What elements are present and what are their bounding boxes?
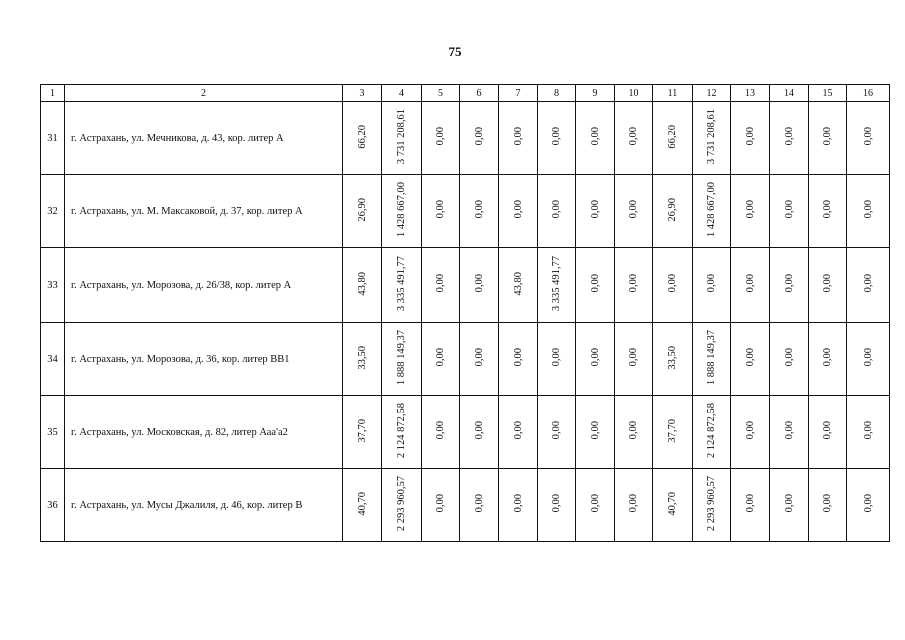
table-row [41,469,890,542]
value-cell [382,248,422,323]
value-text: 0,00 [744,127,756,146]
value-text: 0,00 [551,348,562,367]
value-text: 0,00 [822,200,833,219]
value-text: 0,00 [822,421,833,440]
value-text: 0,00 [783,348,795,367]
value-cell [731,248,770,323]
value-cell [499,469,538,542]
value-text: 0,00 [435,494,446,513]
value-cell [422,469,460,542]
row-number: 32 [41,175,65,248]
value-text: 0,00 [512,200,524,219]
column-header: 6 [460,85,499,102]
header-row [41,85,890,102]
value-text: 0,00 [435,200,446,219]
table-row [41,248,890,323]
value-cell [693,323,731,396]
value-text: 0,00 [744,348,756,367]
column-header: 9 [576,85,615,102]
value-cell [809,175,847,248]
value-cell [847,469,890,542]
value-text: 0,00 [473,200,485,219]
value-cell [499,102,538,175]
value-text: 0,00 [551,421,562,440]
address-cell: г. Астрахань, ул. Мусы Джалиля, д. 46, кор. литер В [65,469,343,542]
value-text: 0,00 [551,200,562,219]
value-cell [847,102,890,175]
value-cell [538,323,576,396]
value-cell [770,396,809,469]
value-cell [847,175,890,248]
value-cell [770,102,809,175]
value-text: 0,00 [744,274,756,293]
value-text: 1 888 149,37 [396,329,407,386]
value-text: 0,00 [589,127,601,146]
column-header: 12 [693,85,731,102]
value-text: 0,00 [589,494,601,513]
value-text: 1 428 667,00 [706,181,717,238]
address-cell: г. Астрахань, ул. Морозова, д. 26/38, кор. литер А [65,248,343,323]
value-text: 0,00 [822,494,833,513]
value-cell [343,396,382,469]
value-text: 2 124 872,58 [706,402,717,459]
value-text: 0,00 [473,421,485,440]
value-text: 0,00 [589,421,601,440]
address-cell: г. Астрахань, ул. М. Максаковой, д. 37, кор. литер А [65,175,343,248]
value-text: 40,70 [667,491,678,516]
value-cell [615,175,653,248]
value-cell [653,396,693,469]
value-cell [809,396,847,469]
value-cell [615,323,653,396]
value-cell [615,248,653,323]
value-text: 0,00 [435,421,446,440]
value-text: 0,00 [551,494,562,513]
value-text: 0,00 [862,494,874,513]
value-cell [576,396,615,469]
value-cell [460,396,499,469]
value-text: 0,00 [783,421,795,440]
value-text: 0,00 [862,421,874,440]
value-text: 33,50 [667,345,678,370]
value-cell [576,248,615,323]
value-cell [576,102,615,175]
value-cell [538,396,576,469]
value-cell [343,248,382,323]
value-cell [460,248,499,323]
value-cell [422,323,460,396]
value-text: 3 731 208,61 [706,108,717,165]
value-text: 0,00 [862,274,874,293]
value-cell [693,248,731,323]
value-text: 0,00 [473,494,485,513]
value-cell [770,323,809,396]
column-header: 5 [422,85,460,102]
column-header: 2 [65,85,343,102]
value-cell [499,248,538,323]
row-number: 31 [41,102,65,175]
value-cell [538,469,576,542]
value-cell [693,396,731,469]
value-text: 0,00 [473,274,485,293]
value-text: 0,00 [783,127,795,146]
value-text: 0,00 [589,200,601,219]
value-text: 0,00 [473,348,485,367]
value-cell [693,469,731,542]
value-cell [343,102,382,175]
value-text: 0,00 [822,274,833,293]
value-text: 26,90 [356,197,368,222]
value-cell [615,469,653,542]
page-number: 75 [448,44,462,59]
value-cell [731,396,770,469]
value-cell [382,102,422,175]
value-text: 0,00 [822,348,833,367]
value-text: 0,00 [862,200,874,219]
value-cell [460,175,499,248]
value-cell [538,102,576,175]
value-text: 0,00 [628,200,639,219]
value-text: 26,90 [667,197,678,222]
value-text: 66,20 [356,124,368,149]
column-header: 8 [538,85,576,102]
column-header: 4 [382,85,422,102]
value-cell [847,396,890,469]
value-cell [847,323,890,396]
value-cell [382,323,422,396]
value-cell [343,175,382,248]
value-text: 0,00 [628,127,639,146]
value-text: 2 293 960,57 [396,475,407,532]
value-cell [770,469,809,542]
value-text: 0,00 [628,274,639,293]
value-cell [847,248,890,323]
value-cell [731,469,770,542]
value-text: 0,00 [628,421,639,440]
value-cell [731,175,770,248]
value-text: 0,00 [512,127,524,146]
value-text: 0,00 [783,200,795,219]
value-cell [382,396,422,469]
value-cell [382,469,422,542]
value-cell [809,102,847,175]
value-text: 0,00 [473,127,485,146]
value-text: 0,00 [628,348,639,367]
row-number: 33 [41,248,65,323]
value-cell [460,102,499,175]
value-text: 0,00 [435,274,446,293]
value-text: 0,00 [512,494,524,513]
value-cell [499,175,538,248]
value-cell [382,175,422,248]
value-cell [653,102,693,175]
value-text: 0,00 [435,348,446,367]
value-text: 3 335 491,77 [396,255,407,312]
value-cell [343,469,382,542]
value-cell [693,175,731,248]
column-header: 7 [499,85,538,102]
value-text: 2 293 960,57 [706,475,717,532]
value-cell [615,102,653,175]
value-cell [653,175,693,248]
column-header: 1 [41,85,65,102]
value-text: 0,00 [744,200,756,219]
column-header: 15 [809,85,847,102]
value-text: 2 124 872,58 [396,402,407,459]
address-cell: г. Астрахань, ул. Московская, д. 82, литер Ааа'а2 [65,396,343,469]
value-cell [770,175,809,248]
row-number: 34 [41,323,65,396]
value-text: 0,00 [589,274,601,293]
value-cell [499,323,538,396]
column-header: 11 [653,85,693,102]
table-row [41,175,890,248]
value-text: 1 428 667,00 [396,181,407,238]
column-header: 10 [615,85,653,102]
table-row [41,323,890,396]
value-text: 33,50 [356,345,368,370]
value-cell [422,248,460,323]
value-text: 0,00 [783,274,795,293]
value-cell [809,469,847,542]
value-cell [809,323,847,396]
column-header: 16 [847,85,890,102]
value-cell [653,248,693,323]
row-number: 35 [41,396,65,469]
value-cell [731,323,770,396]
value-cell [460,469,499,542]
value-cell [538,175,576,248]
value-text: 0,00 [551,127,562,146]
value-text: 66,20 [667,124,678,149]
value-cell [422,175,460,248]
value-cell [653,323,693,396]
column-header: 14 [770,85,809,102]
value-cell [499,396,538,469]
value-cell [693,102,731,175]
value-cell [422,396,460,469]
value-cell [615,396,653,469]
value-cell [460,323,499,396]
table-row [41,102,890,175]
value-cell [653,469,693,542]
value-cell [576,175,615,248]
value-text: 0,00 [589,348,601,367]
column-header: 3 [343,85,382,102]
row-number: 36 [41,469,65,542]
column-header: 13 [731,85,770,102]
value-text: 0,00 [706,274,717,293]
value-text: 0,00 [435,127,446,146]
data-table [40,84,890,542]
value-cell [731,102,770,175]
value-text: 0,00 [783,494,795,513]
table-body [41,102,890,542]
value-text: 43,80 [512,271,524,296]
value-text: 0,00 [628,494,639,513]
value-text: 0,00 [512,348,524,367]
value-text: 0,00 [512,421,524,440]
value-text: 3 731 208,61 [396,108,407,165]
value-text: 37,70 [356,418,368,443]
value-cell [422,102,460,175]
value-text: 0,00 [862,127,874,146]
value-text: 37,70 [667,418,678,443]
value-text: 0,00 [822,127,833,146]
value-cell [343,323,382,396]
value-cell [576,323,615,396]
value-text: 1 888 149,37 [706,329,717,386]
value-cell [770,248,809,323]
table-row [41,396,890,469]
value-cell [538,248,576,323]
value-cell [576,469,615,542]
value-text: 0,00 [667,274,678,293]
address-cell: г. Астрахань, ул. Мечникова, д. 43, кор. литер А [65,102,343,175]
address-cell: г. Астрахань, ул. Морозова, д. 36, кор. литер ВВ1 [65,323,343,396]
value-cell [809,248,847,323]
value-text: 0,00 [744,421,756,440]
value-text: 43,80 [356,271,368,296]
value-text: 0,00 [744,494,756,513]
value-text: 0,00 [862,348,874,367]
value-text: 3 335 491,77 [551,255,562,312]
value-text: 40,70 [356,491,368,516]
